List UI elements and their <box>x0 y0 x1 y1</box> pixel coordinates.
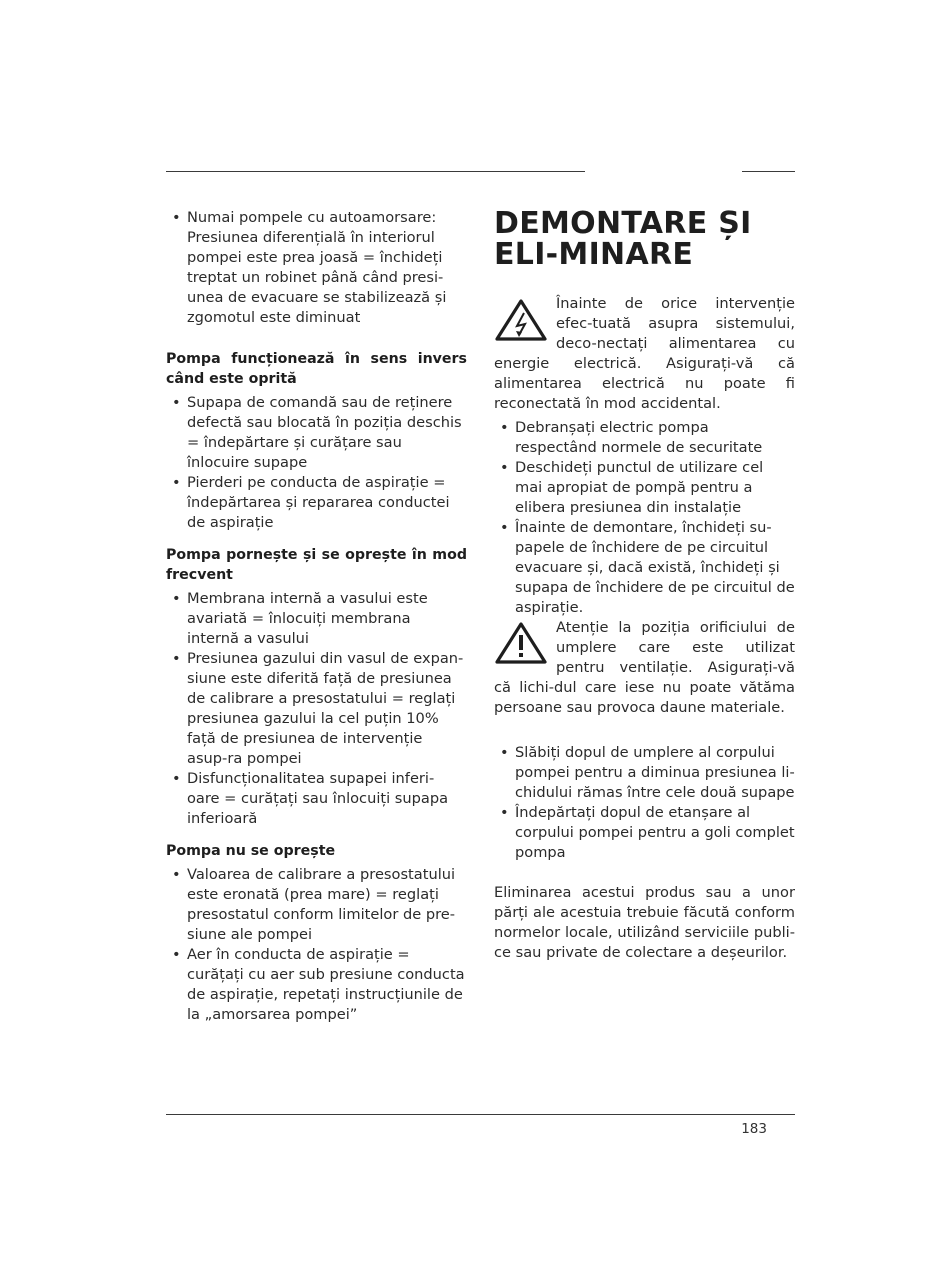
list-item: • Membrana internă a vasului este avariată = înlocuiți membrana internă a vasului <box>166 589 467 649</box>
bullet-list-frequent-start <box>166 589 467 829</box>
general-warning-block <box>494 618 795 718</box>
list-item: • Pierderi pe conducta de aspirație = îndepărtarea și repararea conductei de aspirație <box>166 473 467 533</box>
spacer <box>494 863 795 883</box>
disassembly-bullet-list <box>494 418 795 618</box>
list-item: • Numai pompele cu autoamorsare: Presiunea diferențială în interiorul pompei este prea joasă = închideți treptat un robinet până când presi-unea de evacuare se stabilizează și zgomotul este diminuat <box>166 208 467 328</box>
right-column <box>494 208 795 963</box>
footer-rule <box>166 1114 795 1115</box>
spacer <box>494 718 795 743</box>
intro-bullet-list <box>166 208 467 328</box>
list-item: • Îndepărtați dopul de etanșare al corpului pompei pentru a goli complet pompa <box>494 803 795 863</box>
general-warning-text: Atenție la poziția orificiului de umplere care este utilizat pentru ventilație. Asigurați-vă că lichi-dul care iese nu poate vătăma persoane sau provoca daune materiale. <box>494 619 795 716</box>
bullet-list-reverse-rotation <box>166 393 467 533</box>
list-item: • Disfuncționalitatea supapei inferi-oare = curățați sau înlocuiți supapa inferioară <box>166 769 467 829</box>
exclamation-warning-icon <box>494 621 548 665</box>
page-number: 183 <box>741 1121 767 1137</box>
header-rule-right <box>742 171 795 172</box>
list-item: • Slăbiți dopul de umplere al corpului pompei pentru a diminua presiunea li-chidului rămas între cele două supape <box>494 743 795 803</box>
bullet-list-does-not-stop <box>166 865 467 1025</box>
list-item: • Deschideți punctul de utilizare cel mai apropiat de pompă pentru a elibera presiunea din instalație <box>494 458 795 518</box>
draining-bullet-list <box>494 743 795 863</box>
section-title: DEMONTARE ȘI ELI-MINARE <box>494 206 752 272</box>
left-column <box>166 208 467 1025</box>
electric-warning-text: Înainte de orice intervenție efec-tuată asupra sistemului, deco-nectați alimentarea cu energie electrică. Asigurați-vă că alimentarea electrică nu poate fi reconectată în mod accidental. <box>494 295 795 412</box>
section-heading-does-not-stop: Pompa nu se oprește <box>166 843 336 859</box>
list-item: • Supapa de comandă sau de reținere defectă sau blocată în poziția deschis = îndepărtare și curățare sau înlocuire supape <box>166 393 467 473</box>
header-rule-left <box>166 171 585 172</box>
section-heading-reverse-rotation: Pompa funcționează în sens invers când este oprită <box>166 351 467 387</box>
list-item: • Aer în conducta de aspirație = curățați cu aer sub presiune conducta de aspirație, repetați instrucțiunile de la „amorsarea pompei” <box>166 945 467 1025</box>
list-item: • Valoarea de calibrare a presostatului este eronată (prea mare) = reglați presostatul conform limitelor de pre-siune ale pompei <box>166 865 467 945</box>
high-voltage-warning-icon <box>494 298 548 342</box>
disposal-paragraph: Eliminarea acestui produs sau a unor părți ale acestuia trebuie făcută conform normelor locale, utilizând serviciile publi-ce sau private de colectare a deșeurilor. <box>494 884 795 961</box>
list-item: • Debranșați electric pompa respectând normele de securitate <box>494 418 795 458</box>
section-heading-frequent-start: Pompa pornește și se oprește în mod frecvent <box>166 547 467 583</box>
list-item: • Înainte de demontare, închideți su-papele de închidere de pe circuitul evacuare și, dacă există, închideți și supapa de închidere de pe circuitul de aspirație. <box>494 518 795 618</box>
electric-warning-block <box>494 294 795 414</box>
list-item: • Presiunea gazului din vasul de expan-siune este diferită față de presiunea de calibrare a presostatului = reglați presiunea gazului la cel puțin 10% față de presiunea de intervenție asup-ra pompei <box>166 649 467 769</box>
